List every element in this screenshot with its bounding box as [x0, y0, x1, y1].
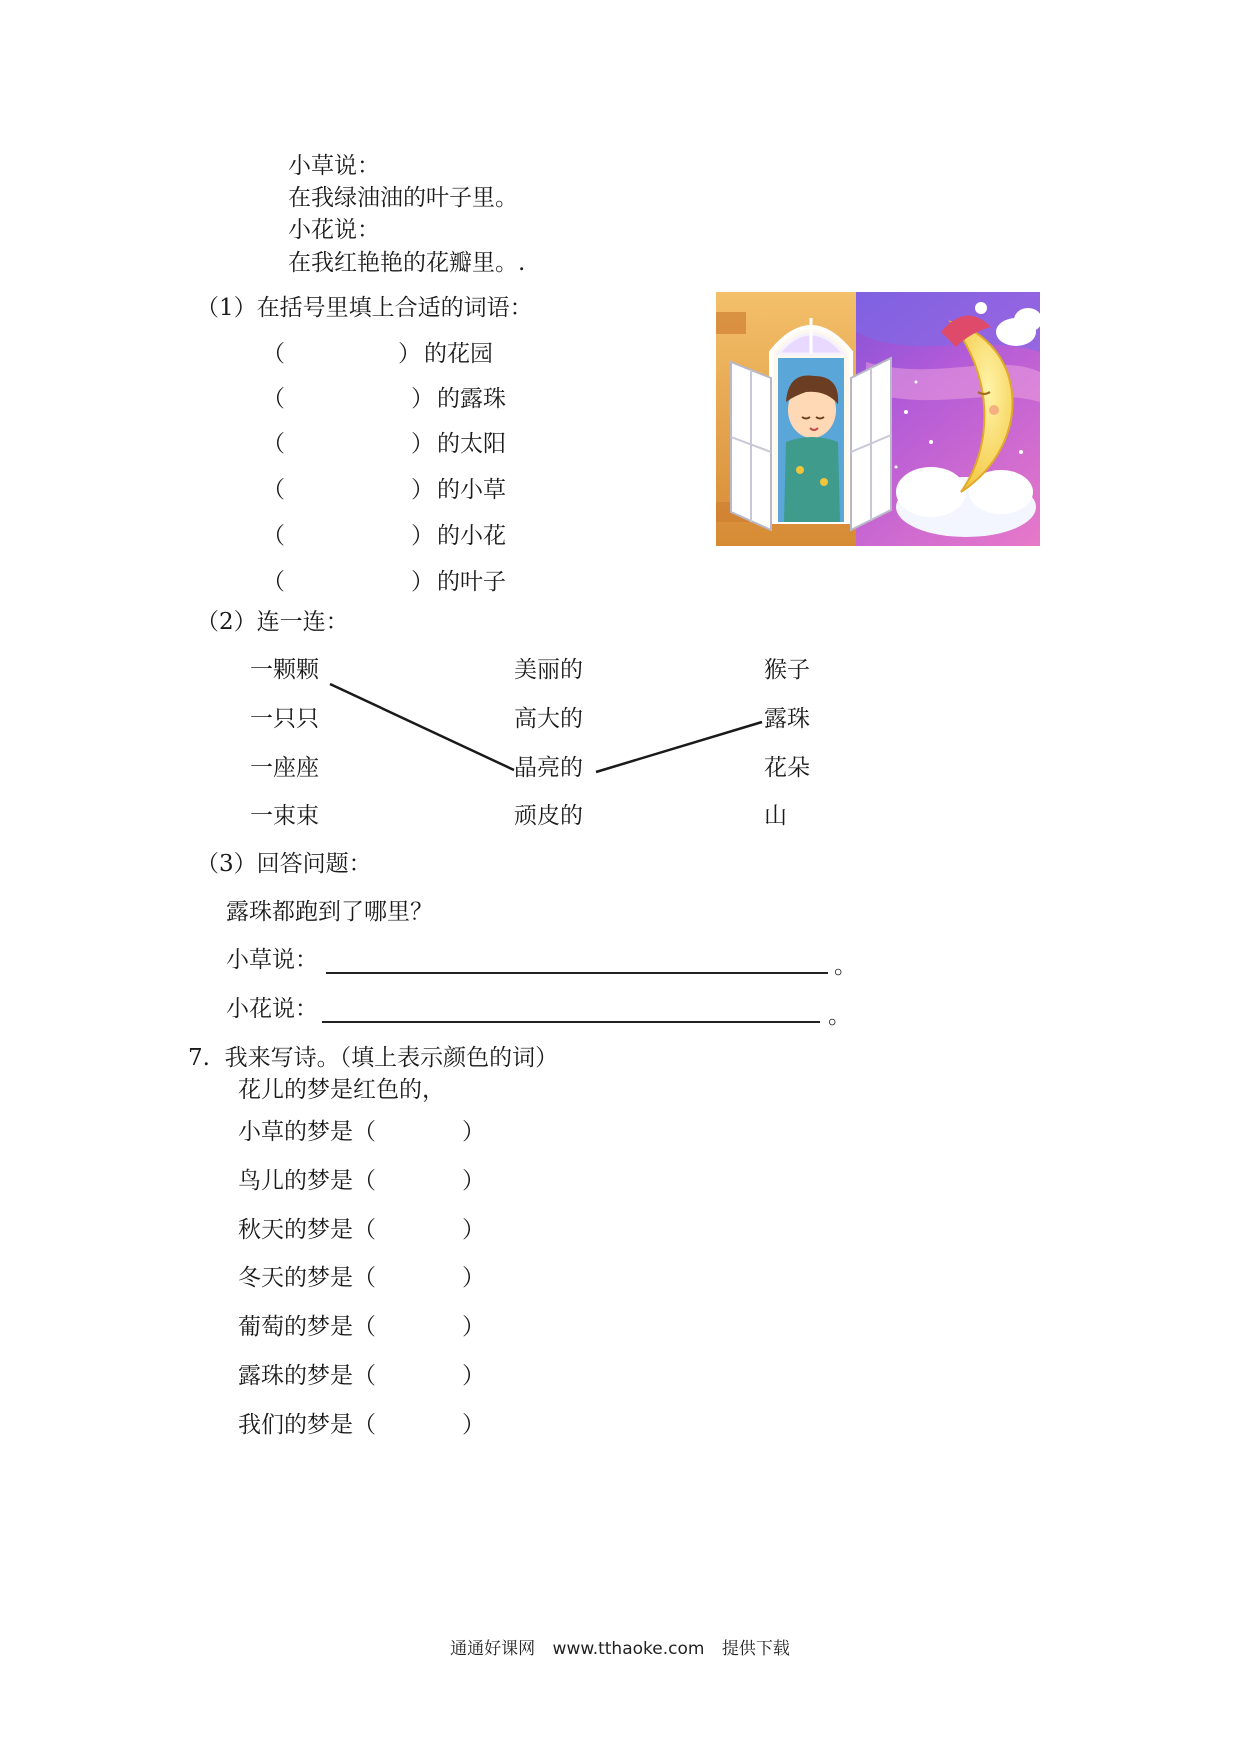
answer-blank-line [326, 972, 828, 974]
poem-line-1: 小草说： [288, 153, 380, 179]
q7-close-paren: ） [462, 1168, 485, 1194]
q1-close-paren: ） [398, 341, 421, 367]
q2-noun: 猴子 [764, 657, 810, 683]
q1-open-paren: （ [262, 431, 285, 457]
q7-item: 我们的梦是（ [238, 1412, 376, 1438]
q2-quantifier: 一颗颗 [250, 657, 319, 683]
q7-close-paren: ） [462, 1119, 485, 1145]
poem-line-3: 小花说： [288, 217, 380, 243]
poem-line-4: 在我红艳艳的花瓣里。. [288, 250, 526, 276]
q7-item: 冬天的梦是（ [238, 1265, 376, 1291]
q2-quantifier: 一束束 [250, 803, 319, 829]
q1-item: 的露珠 [437, 386, 506, 412]
footer-site-name: 通通好课网 [450, 1639, 536, 1659]
child-moon-window-illustration [716, 292, 1040, 546]
footer-suffix: 提供下载 [721, 1639, 790, 1659]
q2-adjective: 高大的 [514, 706, 583, 732]
q1-close-paren: ） [411, 431, 434, 457]
q7-intro: 花儿的梦是红色的， [238, 1077, 445, 1103]
q7-item: 鸟儿的梦是（ [238, 1168, 376, 1194]
connector-line [596, 722, 762, 772]
q2-adjective: 顽皮的 [514, 803, 583, 829]
q1-close-paren: ） [411, 386, 434, 412]
q2-noun: 花朵 [764, 755, 810, 781]
q2-quantifier: 一只只 [250, 706, 319, 732]
q1-heading: （1）在括号里填上合适的词语： [196, 295, 533, 321]
q2-noun: 山 [764, 803, 787, 829]
q3-answer-label: 小花说： [226, 996, 318, 1022]
q1-open-paren: （ [262, 386, 285, 412]
q7-item: 露珠的梦是（ [238, 1363, 376, 1389]
q1-item: 的花园 [424, 341, 493, 367]
q1-open-paren: （ [262, 569, 285, 595]
q2-quantifier: 一座座 [250, 755, 319, 781]
q1-item: 的小草 [437, 477, 506, 503]
q1-open-paren: （ [262, 341, 285, 367]
q1-item: 的小花 [437, 523, 506, 549]
q7-item: 秋天的梦是（ [238, 1217, 376, 1243]
q7-item: 小草的梦是（ [238, 1119, 376, 1145]
q3-question: 露珠都跑到了哪里？ [226, 899, 433, 925]
q7-close-paren: ） [462, 1412, 485, 1438]
q7-item: 葡萄的梦是（ [238, 1314, 376, 1340]
footer-url[interactable]: www.tthaoke.com [552, 1639, 705, 1659]
answer-blank-line [322, 1021, 820, 1023]
q7-close-paren: ） [462, 1314, 485, 1340]
q2-noun: 露珠 [764, 706, 810, 732]
q3-heading: （3）回答问题： [196, 851, 372, 877]
q1-close-paren: ） [411, 569, 434, 595]
q7-heading: 7. 我来写诗。（填上表示颜色的词） [188, 1045, 559, 1071]
q2-adjective: 美丽的 [514, 657, 583, 683]
q1-close-paren: ） [411, 477, 434, 503]
q1-close-paren: ） [411, 523, 434, 549]
q1-open-paren: （ [262, 523, 285, 549]
q7-close-paren: ） [462, 1363, 485, 1389]
connector-line [330, 684, 514, 770]
q3-period: 。 [828, 1003, 851, 1029]
page-footer [0, 1634, 1240, 1659]
q1-open-paren: （ [262, 477, 285, 503]
q2-adjective: 晶亮的 [514, 755, 583, 781]
q7-close-paren: ） [462, 1217, 485, 1243]
q3-answer-label: 小草说： [226, 947, 318, 973]
poem-line-2: 在我绿油油的叶子里。 [288, 185, 518, 211]
q2-heading: （2）连一连： [196, 609, 349, 635]
q1-item: 的叶子 [437, 569, 506, 595]
q1-item: 的太阳 [437, 431, 506, 457]
q7-close-paren: ） [462, 1265, 485, 1291]
q3-period: 。 [834, 953, 857, 979]
